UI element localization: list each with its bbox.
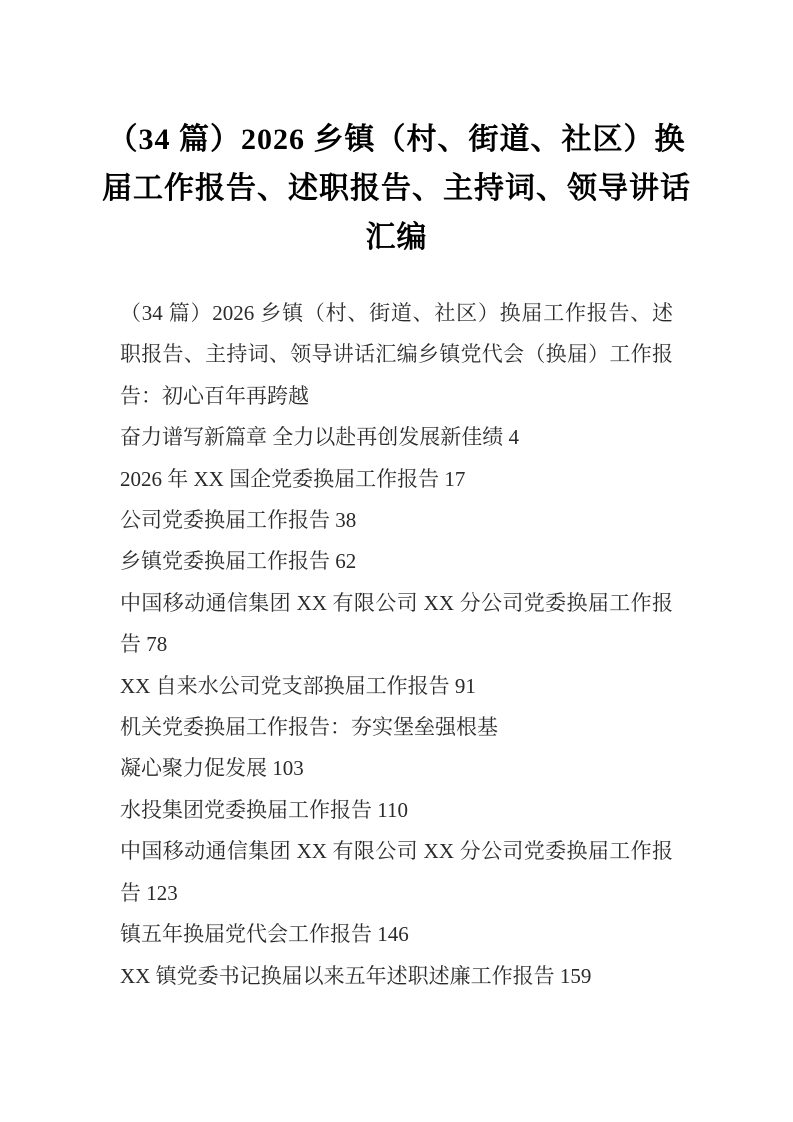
text-line: 告 123: [120, 880, 178, 905]
text-line: 奋力谱写新篇章 全力以赴再创发展新佳绩 4: [120, 425, 519, 450]
text-line: 告 78: [120, 632, 168, 657]
text-line: 凝心聚力促发展 103: [120, 756, 304, 781]
paragraph: [120, 459, 673, 500]
text-line: 水投集团党委换届工作报告 110: [120, 797, 408, 822]
text-line: 告：初心百年再跨越: [120, 383, 309, 408]
title-line: （34 篇）2026 乡镇（村、街道、社区）换: [107, 123, 686, 156]
title-line: 届工作报告、述职报告、主持词、领导讲话: [102, 172, 691, 205]
paragraph: [120, 707, 673, 790]
text-line: （34 篇）2026 乡镇（村、街道、社区）换届工作报告、述: [120, 301, 673, 325]
paragraph: [120, 500, 673, 541]
paragraph: [120, 914, 673, 955]
text-line: 2026 年 XX 国企党委换届工作报告 17: [120, 466, 466, 491]
text-line: 职报告、主持词、领导讲话汇编乡镇党代会（换届）工作报: [120, 342, 673, 367]
text-line: 镇五年换届党代会工作报告 146: [120, 922, 409, 947]
paragraph: [120, 583, 673, 666]
paragraph: [120, 956, 673, 997]
text-line: XX 镇党委书记换届以来五年述职述廉工作报告 159: [120, 963, 592, 988]
paragraph: [120, 831, 673, 914]
title-line: 汇编: [365, 221, 428, 254]
text-line: 公司党委换届工作报告 38: [120, 508, 357, 533]
paragraph: [120, 790, 673, 831]
text-line: 机关党委换届工作报告：夯实堡垒强根基: [120, 715, 498, 740]
document-body: [120, 293, 673, 997]
paragraph: [120, 541, 673, 582]
text-line: 中国移动通信集团 XX 有限公司 XX 分公司党委换届工作报: [120, 590, 673, 615]
paragraph: [120, 417, 673, 458]
paragraph: [120, 293, 673, 417]
text-line: 乡镇党委换届工作报告 62: [120, 549, 357, 574]
document-title: [100, 115, 693, 262]
text-line: XX 自来水公司党支部换届工作报告 91: [120, 673, 476, 698]
text-line: 中国移动通信集团 XX 有限公司 XX 分公司党委换届工作报: [120, 839, 673, 864]
paragraph: [120, 666, 673, 707]
